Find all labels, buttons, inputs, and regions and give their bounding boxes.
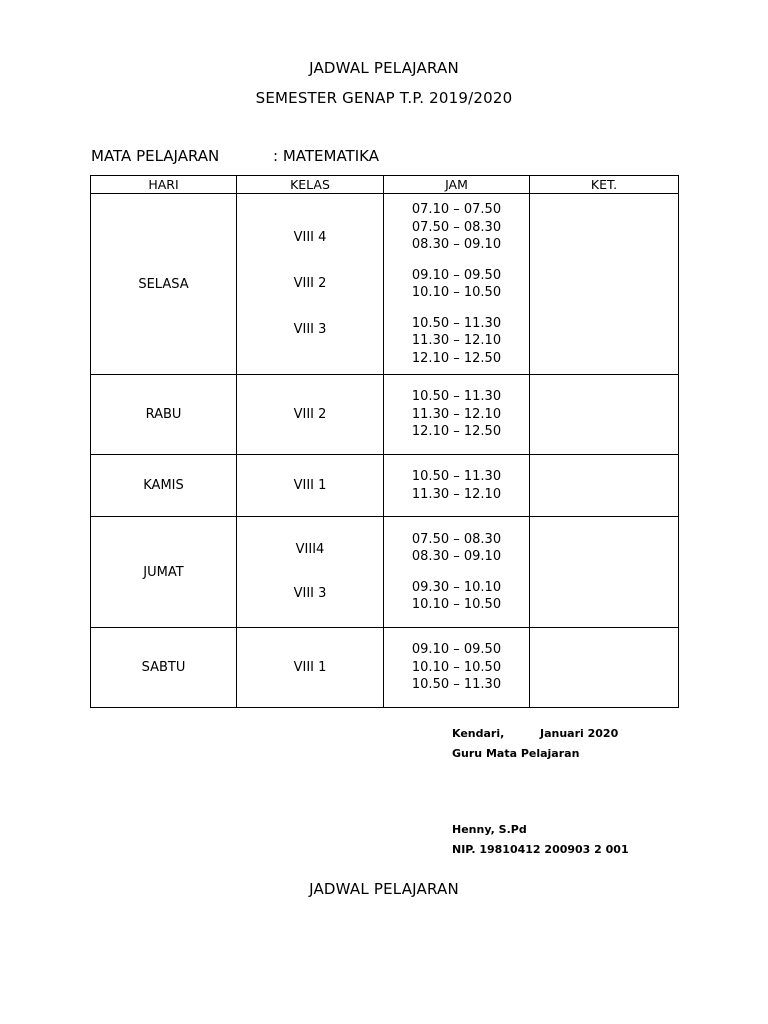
time-slot: 10.10 – 10.50 (411, 659, 502, 675)
note-cell (530, 628, 679, 708)
class-label: VIII 4 (293, 230, 327, 245)
day-cell: KAMIS (91, 455, 237, 517)
table-row (91, 194, 679, 375)
note-cell (530, 194, 679, 375)
time-slot: 10.10 – 10.50 (411, 597, 502, 612)
table-row (91, 375, 679, 455)
time-slot: 11.30 – 12.10 (411, 333, 502, 348)
column-header-ket: KET. (530, 176, 679, 194)
time-cell (384, 194, 530, 375)
time-slot: 09.30 – 10.10 (411, 579, 502, 595)
time-cell (384, 375, 530, 455)
class-cell (237, 517, 384, 628)
signature-nip: NIP. 19810412 200903 2 001 (452, 843, 629, 856)
column-header-jam: JAM (384, 176, 530, 194)
time-slot: 10.50 – 11.30 (411, 315, 502, 331)
time-slot: 10.10 – 10.50 (411, 285, 502, 300)
note-cell (530, 455, 679, 517)
time-slot: 07.50 – 08.30 (411, 219, 502, 235)
time-slot: 11.30 – 12.10 (411, 406, 502, 422)
class-cell: VIII 2 (237, 375, 384, 455)
schedule-table (90, 175, 679, 708)
time-slot: 08.30 – 09.10 (411, 237, 502, 252)
signature-role: Guru Mata Pelajaran (452, 747, 580, 760)
class-label: VIII 3 (293, 586, 327, 601)
semester-subtitle: SEMESTER GENAP T.P. 2019/2020 (255, 89, 513, 107)
day-cell: RABU (91, 375, 237, 455)
time-group (384, 531, 529, 566)
time-slot: 12.10 – 12.50 (411, 350, 502, 366)
class-cell (237, 194, 384, 375)
class-cell: VIII 1 (237, 628, 384, 708)
class-label: VIII4 (295, 542, 325, 557)
day-cell: SABTU (91, 628, 237, 708)
day-cell: JUMAT (91, 517, 237, 628)
time-slot: 09.10 – 09.50 (411, 642, 502, 658)
time-slot: 11.30 – 12.10 (411, 486, 502, 502)
time-group (384, 315, 529, 368)
column-header-hari: HARI (91, 176, 237, 194)
signature-name: Henny, S.Pd (452, 823, 527, 836)
time-slot: 07.50 – 08.30 (411, 531, 502, 547)
next-page-title: JADWAL PELAJARAN (309, 880, 459, 898)
table-row (91, 517, 679, 628)
page-title: JADWAL PELAJARAN (309, 59, 459, 77)
signature-date: Januari 2020 (540, 727, 619, 740)
subject-label: MATA PELAJARAN (91, 147, 220, 165)
time-slot: 08.30 – 09.10 (411, 549, 502, 564)
note-cell (530, 375, 679, 455)
subject-value: : MATEMATIKA (273, 147, 379, 165)
time-slot: 09.10 – 09.50 (411, 267, 502, 283)
note-cell (530, 517, 679, 628)
time-slot: 12.10 – 12.50 (411, 424, 502, 440)
class-cell: VIII 1 (237, 455, 384, 517)
table-row (91, 628, 679, 708)
signature-city: Kendari, (452, 727, 505, 740)
time-slot: 07.10 – 07.50 (411, 202, 502, 217)
time-slot: 10.50 – 11.30 (411, 469, 502, 484)
time-slot: 10.50 – 11.30 (411, 677, 502, 693)
time-group (384, 267, 529, 302)
time-cell (384, 455, 530, 517)
day-cell: SELASA (91, 194, 237, 375)
table-row (91, 455, 679, 517)
signature-place-date (452, 727, 618, 740)
class-label: VIII 2 (293, 276, 327, 291)
time-cell (384, 517, 530, 628)
subject-line (91, 147, 379, 165)
column-header-kelas: KELAS (237, 176, 384, 194)
time-group (384, 201, 529, 254)
time-cell (384, 628, 530, 708)
table-header-row (91, 176, 679, 194)
time-group (384, 579, 529, 614)
class-label: VIII 3 (293, 322, 327, 337)
time-slot: 10.50 – 11.30 (411, 389, 502, 405)
